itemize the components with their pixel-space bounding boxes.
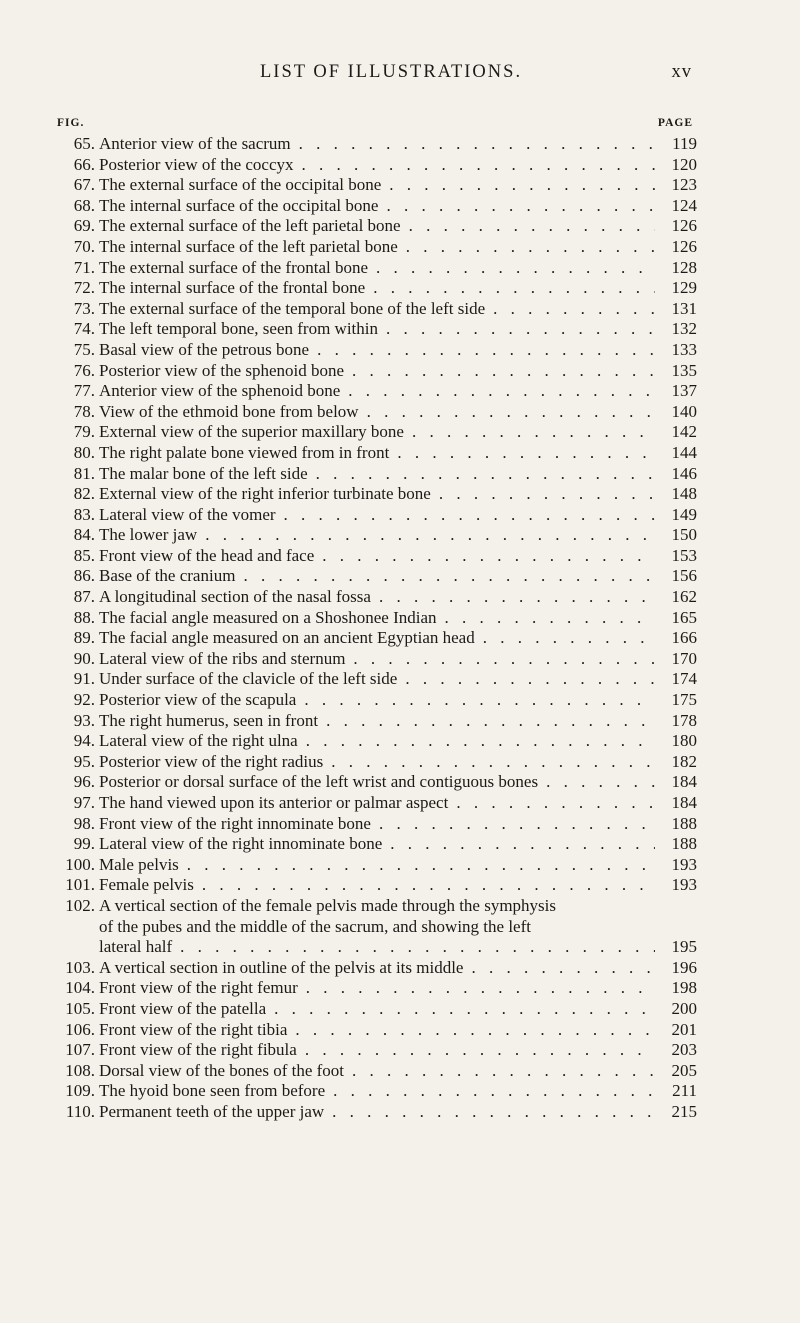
list-item [57, 875, 697, 896]
list-item [57, 649, 697, 670]
dot-leader [344, 361, 655, 380]
caption-line: Posterior view of the right radius [99, 751, 324, 771]
dot-leader [401, 216, 655, 235]
dot-leader [291, 134, 655, 153]
caption-line: The right humerus, seen in front [99, 710, 319, 730]
caption-line: Lateral view of the vomer [99, 504, 276, 524]
figure-number: 95. [73, 751, 95, 771]
caption-line: The internal surface of the frontal bone [99, 278, 366, 298]
figure-caption [99, 464, 655, 485]
dot-leader [235, 566, 655, 585]
figure-number: 98. [73, 813, 95, 833]
dot-leader [172, 937, 655, 956]
list-item [57, 772, 697, 793]
figure-caption [99, 443, 655, 464]
page-reference: 140 [671, 401, 697, 421]
figure-caption [99, 196, 655, 217]
list-item [57, 587, 697, 608]
figure-number: 65. [73, 134, 95, 153]
figure-caption [99, 896, 655, 958]
illustration-list [57, 134, 697, 1123]
figure-caption [99, 1061, 655, 1082]
caption-line: A vertical section of the female pelvis made through the symphysis [99, 895, 556, 915]
list-item [57, 1040, 697, 1061]
figure-number: 79. [73, 422, 95, 442]
figure-caption [99, 319, 655, 340]
page-reference: 211 [672, 1081, 697, 1101]
dot-leader [345, 649, 655, 668]
list-item [57, 525, 697, 546]
page-reference: 165 [671, 607, 697, 627]
page-reference: 153 [671, 545, 697, 565]
page-reference: 200 [671, 998, 697, 1018]
list-item [57, 731, 697, 752]
figure-caption [99, 793, 655, 814]
caption-line: Anterior view of the sacrum [99, 134, 291, 153]
dot-leader [365, 278, 655, 297]
caption-line: The facial angle measured on a Shoshonee Indian [99, 607, 437, 627]
page-reference: 144 [671, 442, 697, 462]
page-reference: 188 [671, 834, 697, 854]
caption-line: The internal surface of the left parietal bone [99, 236, 398, 256]
caption-line: Lateral view of the right ulna [99, 731, 298, 751]
caption-line: The internal surface of the occipital bone [99, 195, 379, 215]
figure-number: 101. [65, 875, 95, 895]
caption-line: Front view of the patella [99, 998, 267, 1018]
caption-line: External view of the superior maxillary bone [99, 422, 404, 442]
page-reference: 126 [671, 236, 697, 256]
caption-line: Lateral view of the right innominate bone [99, 834, 383, 854]
figure-number: 84. [73, 525, 95, 545]
dot-leader [538, 772, 655, 791]
page-reference: 120 [671, 154, 697, 174]
dot-leader [381, 175, 655, 194]
caption-line: Front view of the right innominate bone [99, 813, 371, 833]
list-item [57, 999, 697, 1020]
figure-caption [99, 649, 655, 670]
figure-number: 88. [73, 607, 95, 627]
caption-line: The hyoid bone seen from before [99, 1081, 326, 1101]
figure-number: 75. [73, 339, 95, 359]
caption-line: The hand viewed upon its anterior or palmar aspect [99, 793, 449, 812]
caption-line: Dorsal view of the bones of the foot [99, 1060, 345, 1080]
figure-number: 92. [73, 690, 95, 710]
caption-line: The malar bone of the left side [99, 463, 308, 483]
page-reference: 170 [671, 648, 697, 668]
caption-line: Lateral view of the ribs and sternum [99, 648, 346, 668]
list-item [57, 628, 697, 649]
list-item [57, 834, 697, 855]
caption-line: The lower jaw [99, 525, 198, 545]
dot-leader [378, 196, 655, 215]
dot-leader [197, 525, 655, 544]
figure-caption [99, 999, 655, 1020]
dot-leader [359, 402, 655, 421]
list-item [57, 155, 697, 176]
list-item [57, 258, 697, 279]
page-reference: 193 [671, 875, 697, 895]
figure-number: 96. [73, 772, 95, 792]
figure-caption [99, 299, 655, 320]
caption-line: External view of the right inferior turbinate bone [99, 484, 431, 504]
caption-line: The external surface of the occipital bone [99, 175, 382, 195]
list-item [57, 299, 697, 320]
figure-number: 71. [73, 257, 95, 277]
dot-leader [318, 711, 655, 730]
figure-caption [99, 361, 655, 382]
figure-caption [99, 546, 655, 567]
page-reference: 193 [671, 854, 697, 874]
figure-number: 77. [73, 381, 95, 401]
page-reference: 142 [671, 422, 697, 442]
figure-caption [99, 690, 655, 711]
page-reference: 198 [671, 978, 697, 998]
fig-column-heading: FIG. [57, 117, 85, 129]
caption-line: Base of the cranium [99, 566, 236, 586]
list-item [57, 669, 697, 690]
dot-leader [389, 443, 655, 462]
list-item [57, 175, 697, 196]
dot-leader [298, 978, 655, 997]
list-item [57, 896, 697, 958]
caption-line: Under surface of the clavicle of the left side [99, 669, 398, 689]
list-item [57, 237, 697, 258]
dot-leader [298, 731, 655, 750]
figure-number: 109. [65, 1081, 95, 1101]
list-item [57, 443, 697, 464]
figure-number: 83. [73, 504, 95, 524]
dot-leader [378, 319, 655, 338]
figure-caption [99, 1102, 655, 1123]
caption-line: lateral half [99, 937, 173, 957]
caption-line: Front view of the right tibia [99, 1019, 288, 1039]
dot-leader [475, 628, 655, 647]
dot-leader [437, 608, 655, 627]
caption-line: Front view of the head and face [99, 545, 315, 565]
page-reference: 184 [671, 772, 697, 792]
figure-caption [99, 814, 655, 835]
caption-line: The external surface of the temporal bone of the left side [99, 298, 486, 318]
figure-caption [99, 134, 655, 155]
figure-caption [99, 155, 655, 176]
caption-line: Posterior view of the sphenoid bone [99, 360, 345, 380]
page-reference: 178 [671, 710, 697, 730]
figure-number: 74. [73, 319, 95, 339]
dot-leader [266, 999, 655, 1018]
figure-caption [99, 1040, 655, 1061]
caption-line: The external surface of the frontal bone [99, 257, 369, 277]
dot-leader [448, 793, 655, 812]
page-header [0, 62, 800, 86]
page-reference: 135 [671, 360, 697, 380]
dot-leader [296, 690, 655, 709]
dot-leader [340, 381, 655, 400]
dot-leader [287, 1020, 655, 1039]
figure-caption [99, 855, 655, 876]
list-item [57, 546, 697, 567]
figure-number: 104. [65, 978, 95, 998]
dot-leader [463, 958, 655, 977]
dot-leader [297, 1040, 655, 1059]
caption-line: The facial angle measured on an ancient Egyptian head [99, 628, 475, 648]
figure-number: 108. [65, 1060, 95, 1080]
figure-caption [99, 505, 655, 526]
figure-caption [99, 587, 655, 608]
figure-number: 70. [73, 236, 95, 256]
figure-caption [99, 669, 655, 690]
dot-leader [294, 155, 656, 174]
page-reference: 137 [671, 381, 697, 401]
dot-leader [344, 1061, 655, 1080]
figure-number: 106. [65, 1019, 95, 1039]
figure-number: 105. [65, 998, 95, 1018]
figure-number: 85. [73, 545, 95, 565]
dot-leader [431, 484, 655, 503]
figure-number: 90. [73, 648, 95, 668]
caption-line: A vertical section in outline of the pelvis at its middle [99, 957, 464, 977]
figure-number: 87. [73, 587, 95, 607]
figure-caption [99, 875, 655, 896]
figure-caption [99, 566, 655, 587]
page-reference: 119 [672, 134, 697, 153]
list-item [57, 1061, 697, 1082]
list-item [57, 381, 697, 402]
dot-leader [194, 875, 655, 894]
figure-caption [99, 402, 655, 423]
page-reference: 180 [671, 731, 697, 751]
figure-caption [99, 752, 655, 773]
figure-caption [99, 978, 655, 999]
caption-line: The external surface of the left parietal bone [99, 216, 401, 236]
caption-line: A longitudinal section of the nasal fossa [99, 587, 371, 607]
figure-number: 78. [73, 401, 95, 421]
page-reference: 174 [671, 669, 697, 689]
list-item [57, 566, 697, 587]
dot-leader [397, 669, 655, 688]
page-reference: 124 [671, 195, 697, 215]
caption-line: View of the ethmoid bone from below [99, 401, 359, 421]
caption-line: of the pubes and the middle of the sacrum, and showing the left [99, 916, 531, 936]
figure-caption [99, 484, 655, 505]
figure-caption [99, 278, 655, 299]
page-reference: 126 [671, 216, 697, 236]
page-reference: 196 [671, 957, 697, 977]
caption-line: Male pelvis [99, 854, 179, 874]
page-reference: 182 [671, 751, 697, 771]
figure-number: 100. [65, 854, 95, 874]
dot-leader [276, 505, 655, 524]
figure-caption [99, 711, 655, 732]
figure-caption [99, 258, 655, 279]
figure-caption [99, 237, 655, 258]
caption-line: Basal view of the petrous bone [99, 339, 310, 359]
figure-caption [99, 628, 655, 649]
figure-number: 93. [73, 710, 95, 730]
list-item [57, 978, 697, 999]
page-reference: 175 [671, 690, 697, 710]
dot-leader [485, 299, 655, 318]
figure-number: 107. [65, 1040, 95, 1060]
dot-leader [325, 1081, 655, 1100]
figure-caption [99, 958, 655, 979]
figure-caption [99, 608, 655, 629]
caption-line: Anterior view of the sphenoid bone [99, 381, 341, 401]
list-item [57, 319, 697, 340]
column-headings [57, 117, 693, 133]
list-item [57, 340, 697, 361]
dot-leader [404, 422, 655, 441]
list-item [57, 422, 697, 443]
page-reference: 184 [671, 793, 697, 812]
figure-number: 68. [73, 195, 95, 215]
list-item [57, 1081, 697, 1102]
figure-caption [99, 1020, 655, 1041]
figure-caption [99, 834, 655, 855]
figure-number: 103. [65, 957, 95, 977]
list-item [57, 793, 697, 814]
dot-leader [309, 340, 655, 359]
list-item [57, 196, 697, 217]
dot-leader [368, 258, 655, 277]
page-reference: 150 [671, 525, 697, 545]
figure-number: 99. [73, 834, 95, 854]
figure-number: 69. [73, 216, 95, 236]
figure-caption [99, 525, 655, 546]
figure-number: 97. [73, 793, 95, 812]
figure-caption [99, 175, 655, 196]
page-reference: 156 [671, 566, 697, 586]
page-reference: 195 [671, 937, 697, 957]
dot-leader [323, 752, 655, 771]
figure-caption [99, 216, 655, 237]
figure-caption [99, 1081, 655, 1102]
caption-line: Female pelvis [99, 875, 194, 895]
list-item [57, 690, 697, 711]
figure-number: 110. [65, 1101, 95, 1121]
caption-line: Posterior view of the scapula [99, 690, 297, 710]
page-reference: 131 [671, 298, 697, 318]
page-reference: 128 [671, 257, 697, 277]
list-item [57, 505, 697, 526]
list-item [57, 361, 697, 382]
list-item [57, 278, 697, 299]
figure-number: 86. [73, 566, 95, 586]
figure-number: 102. [65, 895, 95, 915]
caption-line: Front view of the right femur [99, 978, 298, 998]
list-item [57, 711, 697, 732]
page-reference: 133 [671, 339, 697, 359]
list-item [57, 752, 697, 773]
dot-leader [398, 237, 655, 256]
list-item [57, 608, 697, 629]
list-item [57, 134, 697, 155]
figure-number: 81. [73, 463, 95, 483]
figure-number: 72. [73, 278, 95, 298]
figure-number: 94. [73, 731, 95, 751]
list-item [57, 958, 697, 979]
page-reference: 201 [671, 1019, 697, 1039]
caption-line: Posterior view of the coccyx [99, 154, 294, 174]
list-item [57, 1020, 697, 1041]
figure-caption [99, 340, 655, 361]
dot-leader [324, 1102, 655, 1121]
page-reference: 123 [671, 175, 697, 195]
figure-number: 80. [73, 442, 95, 462]
figure-caption [99, 422, 655, 443]
list-item [57, 484, 697, 505]
page-reference: 215 [671, 1101, 697, 1121]
running-title: LIST OF ILLUSTRATIONS. [260, 62, 523, 82]
dot-leader [371, 587, 655, 606]
list-item [57, 1102, 697, 1123]
page-reference: 149 [671, 504, 697, 524]
page-reference: 188 [671, 813, 697, 833]
list-item [57, 855, 697, 876]
list-item [57, 814, 697, 835]
page-reference: 132 [671, 319, 697, 339]
list-item [57, 402, 697, 423]
caption-line: The right palate bone viewed from in front [99, 442, 390, 462]
list-item [57, 464, 697, 485]
figure-caption [99, 731, 655, 752]
page-reference: 146 [671, 463, 697, 483]
caption-line: Posterior or dorsal surface of the left wrist and contiguous bones [99, 772, 539, 792]
figure-number: 66. [73, 154, 95, 174]
figure-number: 89. [73, 628, 95, 648]
page-reference: 203 [671, 1040, 697, 1060]
dot-leader [314, 546, 655, 565]
figure-number: 67. [73, 175, 95, 195]
figure-caption [99, 381, 655, 402]
figure-number: 73. [73, 298, 95, 318]
dot-leader [179, 855, 655, 874]
figure-number: 76. [73, 360, 95, 380]
caption-line: Front view of the right fibula [99, 1040, 297, 1060]
list-item [57, 216, 697, 237]
page-reference: 148 [671, 484, 697, 504]
page-reference: 129 [671, 278, 697, 298]
dot-leader [308, 464, 655, 483]
figure-caption [99, 772, 655, 793]
caption-line: The left temporal bone, seen from within [99, 319, 378, 339]
caption-line: Permanent teeth of the upper jaw [99, 1101, 325, 1121]
dot-leader [371, 814, 655, 833]
dot-leader [382, 834, 655, 853]
page-reference: 166 [671, 628, 697, 648]
page-number: xv [671, 62, 692, 82]
page-column-heading: PAGE [657, 117, 693, 129]
page-reference: 162 [671, 587, 697, 607]
figure-number: 91. [73, 669, 95, 689]
figure-number: 82. [73, 484, 95, 504]
page-reference: 205 [671, 1060, 697, 1080]
